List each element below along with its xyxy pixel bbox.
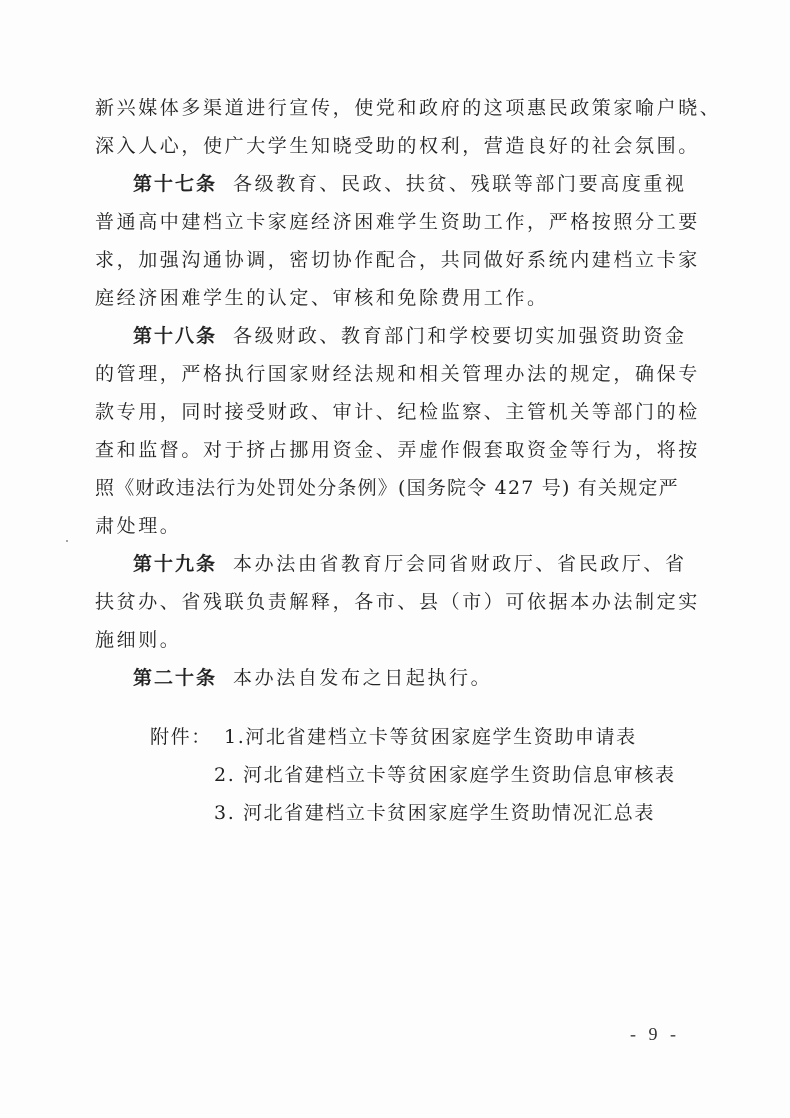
body-text-line: 普通高中建档立卡家庭经济困难学生资助工作，严格按照分工要 <box>95 211 700 233</box>
body-text-line: 求，加强沟通协调，密切协作配合，共同做好系统内建档立卡家 <box>95 249 700 271</box>
attachment-item: 3. 河北省建档立卡贫困家庭学生资助情况汇总表 <box>214 802 655 824</box>
page-number: - 9 - <box>630 1024 680 1044</box>
body-text-line: 的管理，严格执行国家财经法规和相关管理办法的规定，确保专 <box>95 363 700 385</box>
scan-speck <box>66 540 68 542</box>
attachment-item: 2. 河北省建档立卡等贫困家庭学生资助信息审核表 <box>214 764 676 786</box>
article-20-heading: 第二十条 <box>133 667 218 689</box>
article-20-first-line <box>133 666 492 690</box>
article-18-heading: 第十八条 <box>133 325 218 347</box>
body-text-line: 庭经济困难学生的认定、审核和免除费用工作。 <box>95 287 549 309</box>
article-19-first-line <box>133 552 687 576</box>
article-17-first-line <box>133 172 687 196</box>
article-18-first-line <box>133 324 687 348</box>
body-text-line: 肃处理。 <box>95 515 182 537</box>
body-text-line: 新兴媒体多渠道进行宣传，使党和政府的这项惠民政策家喻户晓、 <box>95 97 722 119</box>
attachment-item: 1.河北省建档立卡等贫困家庭学生资助申请表 <box>224 726 637 748</box>
attachments-label: 附件： <box>150 726 212 748</box>
article-20-text: 本办法自发布之日起执行。 <box>233 667 493 689</box>
body-text-line: 深入人心，使广大学生知晓受助的权利，营造良好的社会氛围。 <box>95 135 700 157</box>
article-17-text: 各级教育、民政、扶贫、残联等部门要高度重视 <box>233 173 687 195</box>
article-19-text: 本办法由省教育厅会同省财政厅、省民政厅、省 <box>233 553 687 575</box>
body-text-line: 照《财政违法行为处罚处分条例》(国务院令 427 号) 有关规定严 <box>95 477 679 499</box>
body-text-line: 查和监督。对于挤占挪用资金、弄虚作假套取资金等行为，将按 <box>95 439 700 461</box>
body-text-line: 款专用，同时接受财政、审计、纪检监察、主管机关等部门的检 <box>95 401 700 423</box>
article-17-heading: 第十七条 <box>133 173 218 195</box>
body-text-line: 施细则。 <box>95 629 182 651</box>
body-text-line: 扶贫办、省残联负责解释，各市、县（市）可依据本办法制定实 <box>95 591 700 613</box>
article-19-heading: 第十九条 <box>133 553 218 575</box>
article-18-text: 各级财政、教育部门和学校要切实加强资助资金 <box>233 325 687 347</box>
